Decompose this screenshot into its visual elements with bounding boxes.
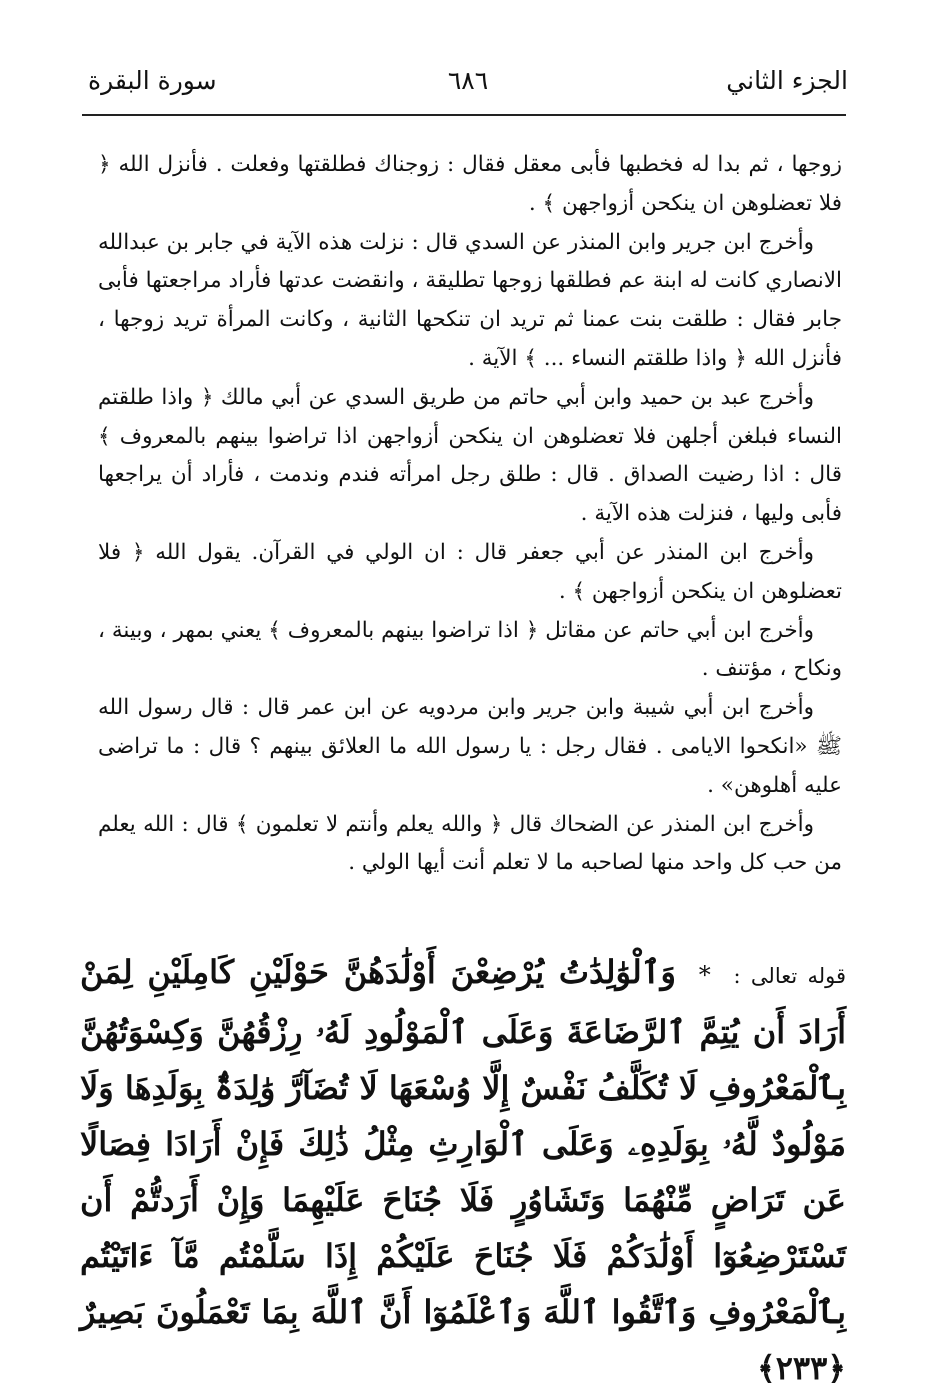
quran-verse — [80, 944, 846, 1396]
paragraph: زوجها ، ثم بدا له فخطبها فأبى معقل فقال : زوجناك فطلقتها وفعلت . فأنزل الله ﴿ فلا تعضلوهن ان ينكحن أزواجهن ﴾ . — [98, 152, 842, 216]
surah-label: سورة البقرة — [88, 66, 217, 95]
header-rule — [82, 114, 846, 116]
paragraph: وأخرج ابن أبي شيبة وابن جرير وابن مردويه عن ابن عمر قال : قال رسول الله ﷺ «انكحوا الايامى . فقال رجل : يا رسول الله ما العلائق بينهم ؟ قال : ما تراضى عليه أهلوهن» . — [98, 695, 842, 798]
commentary-text — [98, 146, 842, 883]
paragraph: وأخرج ابن أبي حاتم عن مقاتل ﴿ اذا تراضوا بينهم بالمعروف ﴾ يعني بمهر ، وبينة ، ونكاح ، مؤتنف . — [98, 617, 842, 682]
paragraph: وأخرج عبد بن حميد وابن أبي حاتم من طريق السدي عن أبي مالك ﴿ واذا طلقتم النساء فبلغن أجلهن فلا تعضلوهن ان ينكحن أزواجهن اذا تراضوا بينهم بالمعروف ﴾ قال : اذا رضيت الصداق . قال : طلق رجل امرأته فندم وندمت ، فأراد أن يراجعها فأبى وليها ، فنزلت هذه الآية . — [98, 384, 842, 527]
page-header — [88, 56, 848, 116]
page-number: ٦٨٦ — [447, 66, 489, 95]
paragraph: وأخرج ابن المنذر عن أبي جعفر قال : ان الولي في القرآن. يقول الله ﴿ فلا تعضلوهن ان ينكحن أزواجهن ﴾ . — [98, 539, 842, 604]
paragraph: وأخرج ابن جرير وابن المنذر عن السدي قال : نزلت هذه الآية في جابر بن عبدالله الانصاري كانت له ابنة عم فطلقها زوجها تطليقة ، وانقضت عدتها فأراد مراجعتها فأبى جابر فقال : طلقت بنت عمنا ثم تريد ان تنكحها الثانية ، وكانت المرأة تريد زوجها ، فأنزل الله ﴿ واذا طلقتم النساء ... ﴾ الآية . — [98, 229, 842, 371]
paragraph: وأخرج ابن المنذر عن الضحاك قال ﴿ والله يعلم وأنتم لا تعلمون ﴾ قال : الله يعلم من حب كل واحد منها لصاحبه ما لا تعلم أنت أيها الولي . — [98, 811, 842, 876]
star-marker: * — [698, 961, 711, 989]
juz-label: الجزء الثاني — [726, 66, 848, 95]
verse-text: وَٱلْوَٰلِدَٰتُ يُرْضِعْنَ أَوْلَٰدَهُنَّ حَوْلَيْنِ كَامِلَيْنِ لِمَنْ أَرَادَ أَن يُتِمَّ ٱلرَّضَاعَةَ وَعَلَى ٱلْمَوْلُودِ لَهُۥ رِزْقُهُنَّ وَكِسْوَتُهُنَّ بِٱلْمَعْرُوفِ لَا تُكَلَّفُ نَفْسٌ إِلَّا وُسْعَهَا لَا تُضَآرَّ وَٰلِدَةٌۢ بِوَلَدِهَا وَلَا مَوْلُودٌ لَّهُۥ بِوَلَدِهِۦ وَعَلَى ٱلْوَارِثِ مِثْلُ ذَٰلِكَ فَإِنْ أَرَادَا فِصَالًا عَن تَرَاضٍ مِّنْهُمَا وَتَشَاوُرٍ فَلَا جُنَاحَ عَلَيْهِمَا وَإِنْ أَرَدتُّمْ أَن تَسْتَرْضِعُوٓا أَوْلَٰدَكُمْ فَلَا جُنَاحَ عَلَيْكُمْ إِذَا سَلَّمْتُم مَّآ ءَاتَيْتُم بِٱلْمَعْرُوفِ وَٱتَّقُوا ٱللَّهَ وَٱعْلَمُوٓا أَنَّ ٱللَّهَ بِمَا تَعْمَلُونَ بَصِيرٌ ﴿٢٣٣﴾ — [80, 953, 846, 1387]
verse-intro: قوله تعالى : — [733, 964, 847, 988]
